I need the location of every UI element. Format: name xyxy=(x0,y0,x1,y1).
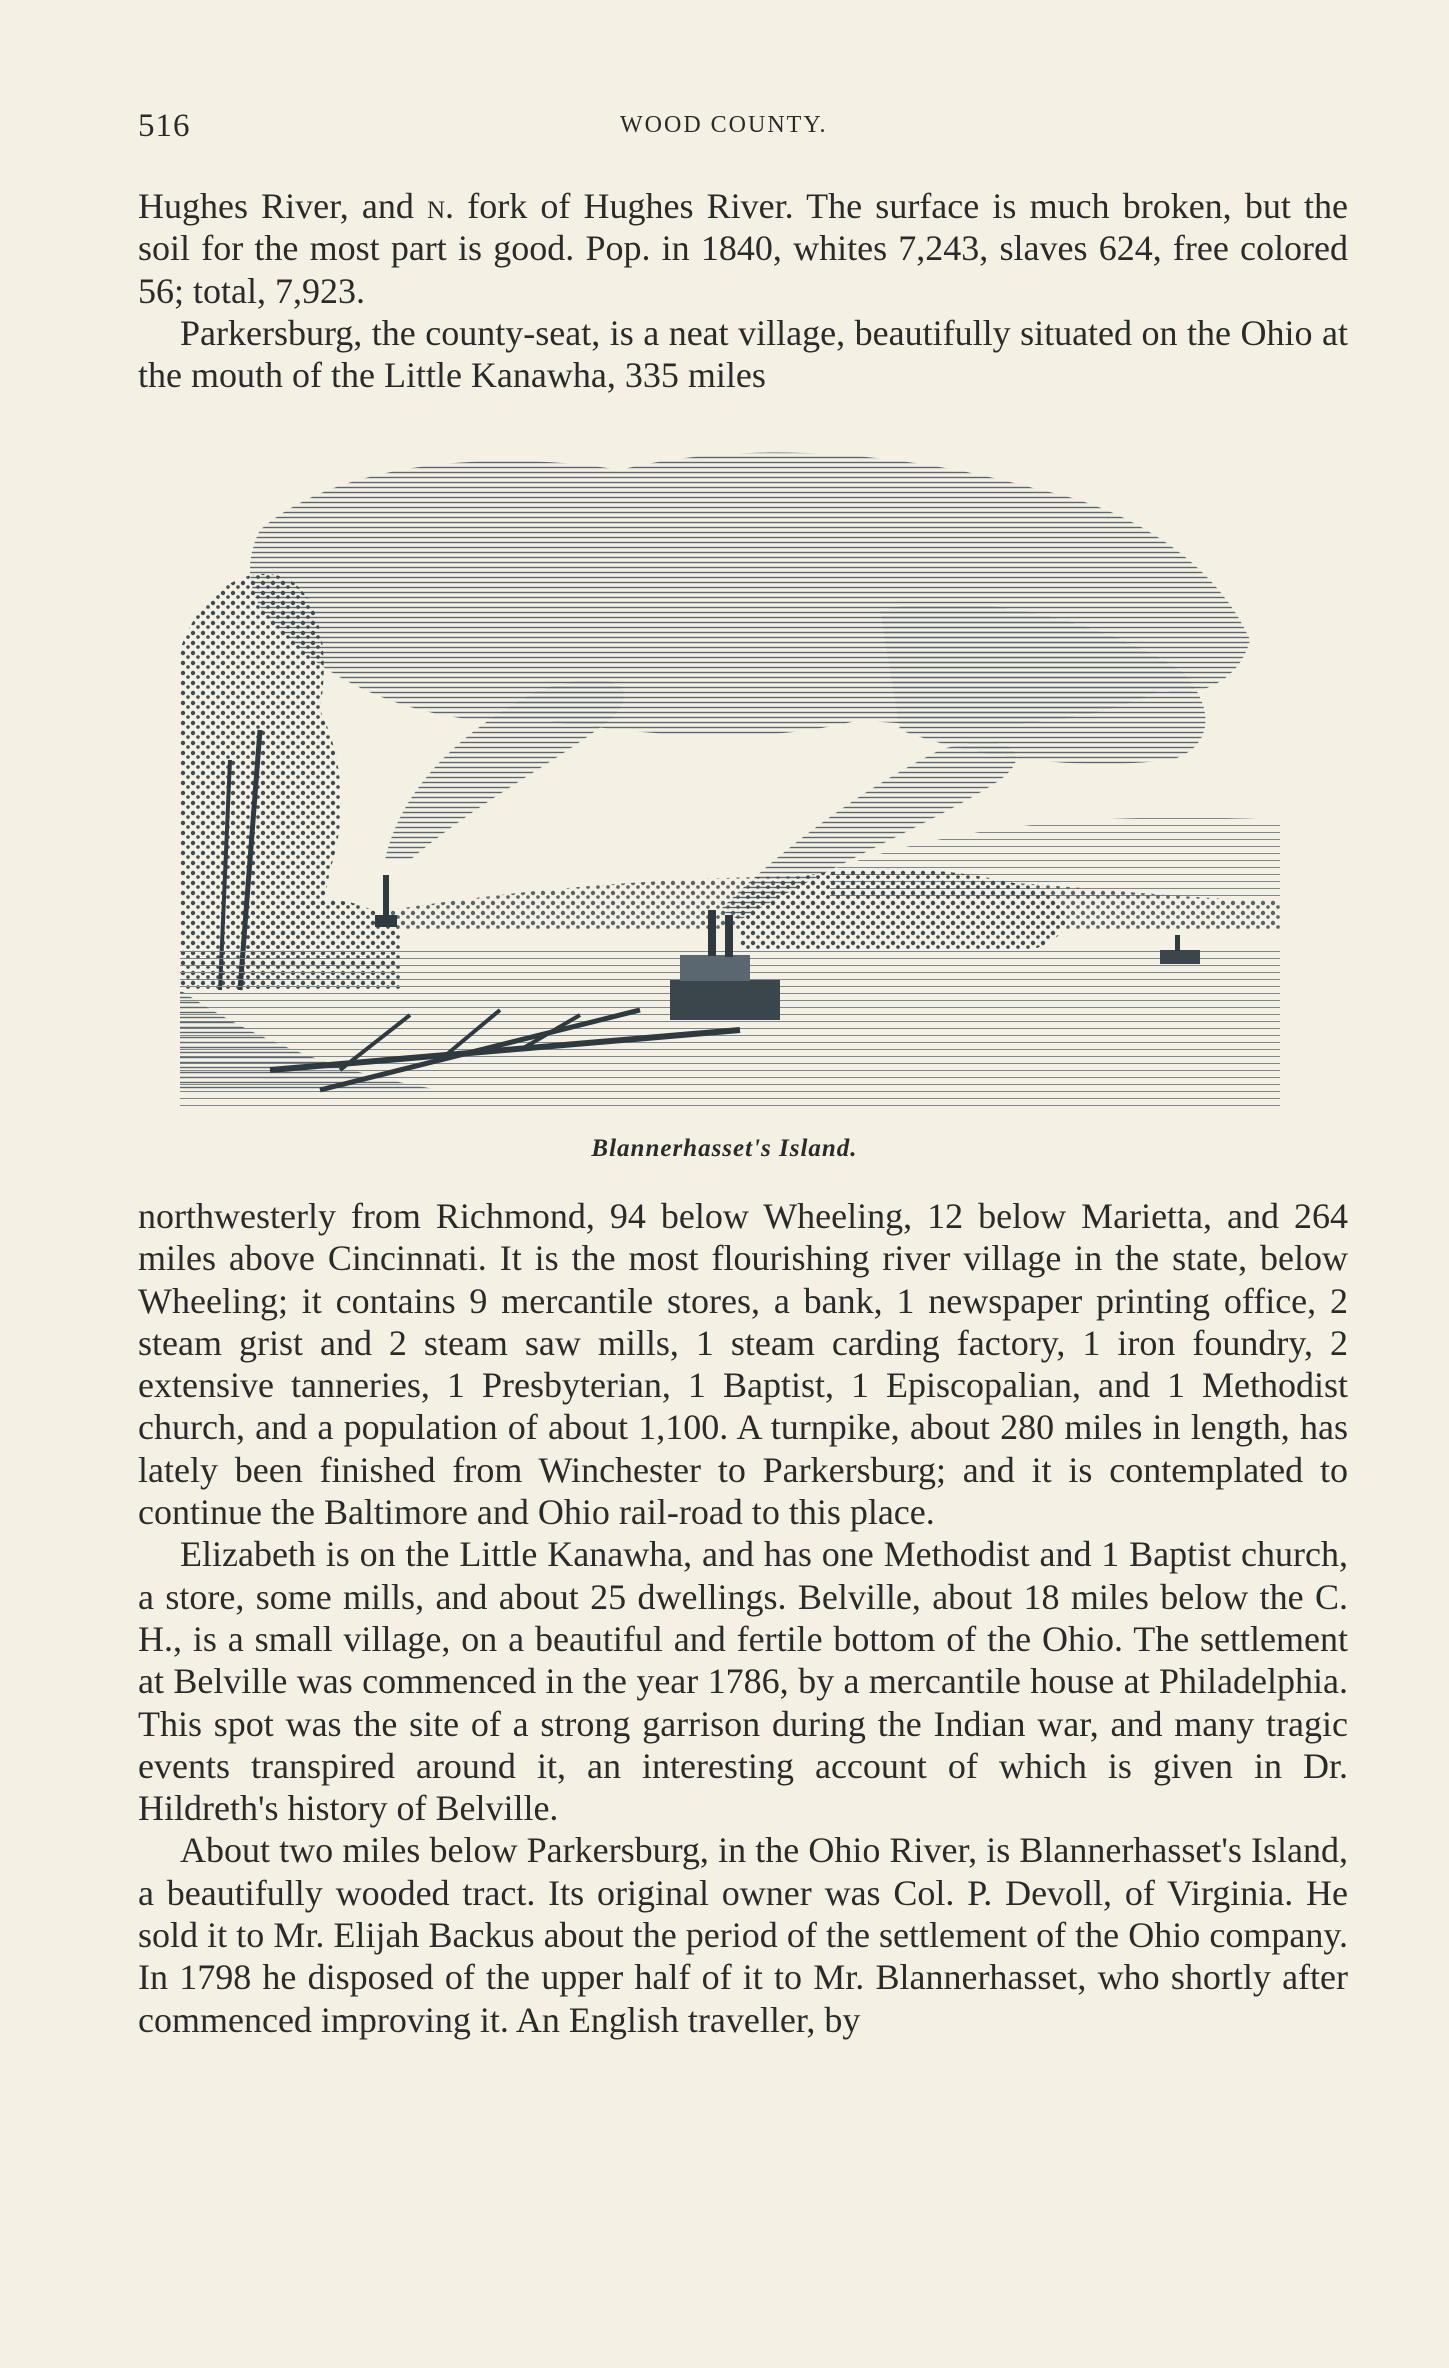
small-caps-abbrev: n. xyxy=(427,186,455,226)
page-number: 516 xyxy=(138,108,191,144)
steamboat-right xyxy=(1160,935,1200,964)
engraving-illustration xyxy=(180,430,1300,1130)
steamboat-left xyxy=(375,875,397,927)
bottom-text-block xyxy=(138,1195,1348,2041)
paragraph-text: Hughes River, and xyxy=(138,186,427,226)
paragraph-distances: northwesterly from Richmond, 94 below Wheeling, 12 below Marietta, and 264 miles above Cincinnati. It is the most flourishing river village in the state, below Wheeling; it contains 9 mercantile stores, a bank, 1 newspaper printing office, 2 steam grist and 2 steam saw mills, 1 steam carding factory, 1 iron foundry, 2 extensive tanneries, 1 Presbyterian, 1 Baptist, 1 Episcopalian, and 1 Methodist church, and a population of about 1,100. A turnpike, about 280 miles in length, has lately been finished from Winchester to Parkersburg; and it is contemplated to continue the Baltimore and Ohio rail-road to this place. xyxy=(138,1196,1348,1533)
figure-caption: Blannerhasset's Island. xyxy=(591,1135,858,1162)
clouds xyxy=(250,453,1250,764)
top-text-block xyxy=(138,185,1348,396)
paragraph-blannerhasset: About two miles below Parkersburg, in the Ohio River, is Blannerhasset's Island, a beautifully wooded tract. Its original owner was Col. P. Devoll, of Virginia. He sold it to Mr. Elijah Backus about the period of the settlement of the Ohio company. In 1798 he disposed of the upper half of it to Mr. Blannerhasset, who shortly after commenced improving it. An English traveller, by xyxy=(138,1830,1348,2040)
paragraph-elizabeth: Elizabeth is on the Little Kanawha, and has one Methodist and 1 Baptist church, a store, some mills, and about 25 dwellings. Belville, about 18 miles below the C. H., is a small village, on a beautiful and fertile bottom of the Ohio. The settlement at Belville was commenced in the year 1786, by a mercantile house at Philadelphia. This spot was the site of a strong garrison during the Indian war, and many tragic events transpired around it, an interesting account of which is given in Dr. Hildreth's history of Belville. xyxy=(138,1534,1348,1829)
paragraph-parkersburg: Parkersburg, the county-seat, is a neat village, beautifully situated on the Ohio at the mouth of the Little Kanawha, 335 miles xyxy=(138,312,1348,396)
engraving-svg xyxy=(180,430,1300,1130)
paragraph-text: fork of Hughes River. The surface is much broken, but the soil for the most part is good. Pop. in 1840, whites 7,243, slaves 624, free colored 56; total, 7,923. xyxy=(138,186,1348,311)
paragraph-hughes-river xyxy=(138,185,1348,312)
page-header xyxy=(138,108,1348,148)
running-head: WOOD COUNTY. xyxy=(620,112,828,138)
